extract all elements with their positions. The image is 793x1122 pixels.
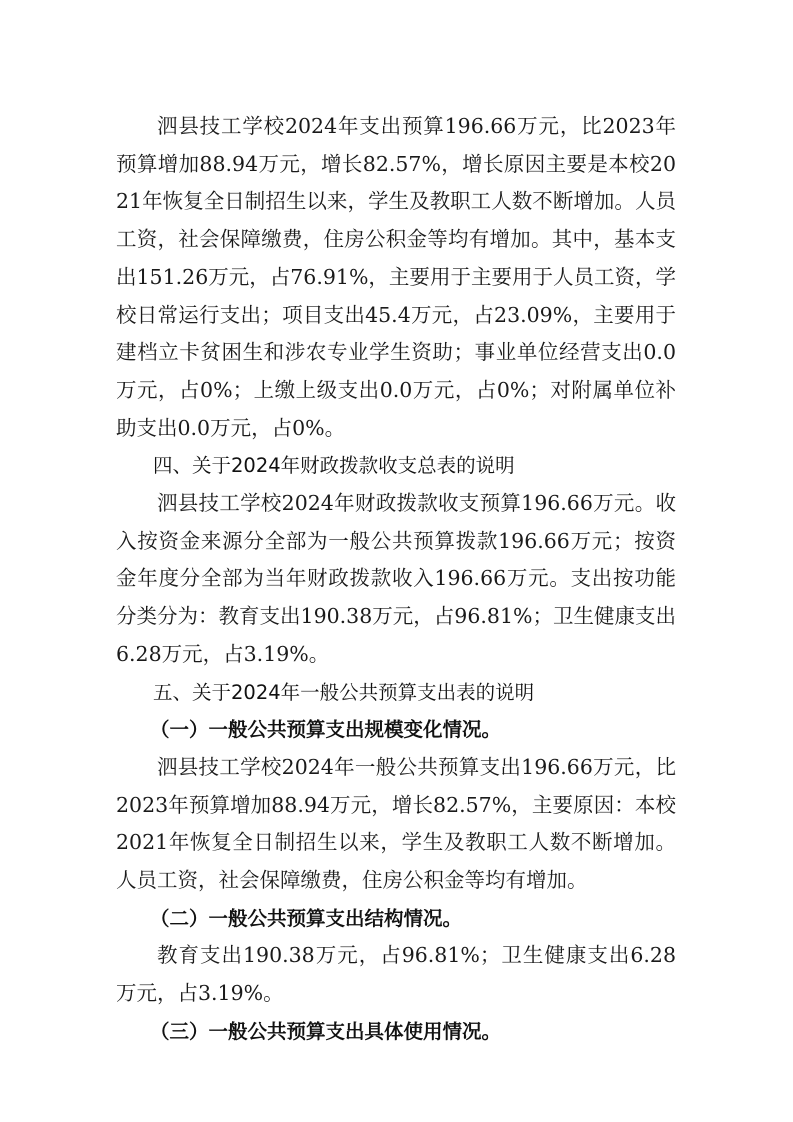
subsection-3-heading: （三）一般公共预算支出具体使用情况。 (150, 1019, 502, 1043)
fiscal-allocation-paragraph: 泗县技工学校2024年财政拨款收支预算196.66万元。收入按资金来源分全部为一般公共预算拨款196.66万元；按资金年度分全部为当年财政拨款收入196.66万元。支出按功能分类分为：教育支出190.38万元，占96.81%；卫生健康支出6.28万元，占3.19%。 (116, 491, 676, 666)
section-4-heading: 四、关于2024年财政拨款收支总表的说明 (153, 454, 515, 478)
expenditure-budget-paragraph: 泗县技工学校2024年支出预算196.66万元，比2023年预算增加88.94万元，增长82.57%，增长原因主要是本校2021年恢复全日制招生以来，学生及教职工人数不断增加。人员工资，社会保障缴费，住房公积金等均有增加。其中，基本支出151.26万元，占76.91%，主要用于主要用于人员工资，学校日常运行支出；项目支出45.4万元，占23.09%，主要用于建档立卡贫困生和涉农专业学生资助；事业单位经营支出0.0万元，占0%；上缴上级支出0.0万元，占0%；对附属单位补助支出0.0万元，占0%。 (116, 114, 676, 440)
section-5-heading: 五、关于2024年一般公共预算支出表的说明 (153, 680, 535, 704)
subsection-2-heading: （二）一般公共预算支出结构情况。 (150, 906, 463, 930)
subsection-1-heading: （一）一般公共预算支出规模变化情况。 (150, 718, 502, 742)
scale-change-paragraph: 泗县技工学校2024年一般公共预算支出196.66万元，比2023年预算增加88.94万元，增长82.57%，主要原因：本校2021年恢复全日制招生以来，学生及教职工人数不断增加。人员工资，社会保障缴费，住房公积金等均有增加。 (116, 754, 676, 893)
document-body (116, 108, 676, 1051)
structure-paragraph: 教育支出190.38万元，占96.81%；卫生健康支出6.28万元，占3.19%。 (116, 943, 676, 1006)
